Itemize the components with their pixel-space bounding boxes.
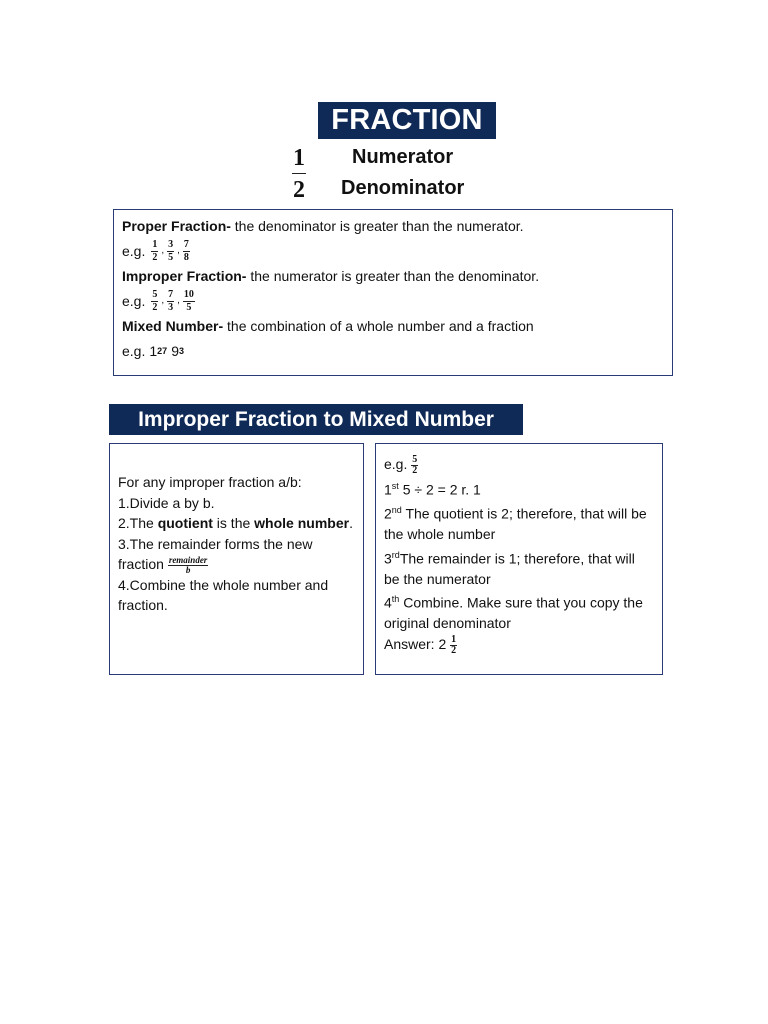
example-fraction (287, 146, 311, 202)
proper-example-fraction: $\frac{3}{5}$ (168, 238, 174, 263)
worked-answer: Answer: 2 $\frac{1}{2}$ (384, 633, 457, 656)
example-separator: , (177, 295, 180, 306)
mixed-term: Mixed Number- (122, 318, 224, 334)
worked-step-4: 4th Combine. Make sure that you copy the original denominator (384, 594, 643, 632)
example-separator: , (177, 245, 180, 256)
mixed-example: 9 3 (171, 343, 184, 359)
step-4: 4.Combine the whole number and fraction. (118, 576, 329, 614)
proper-example-fraction: $\frac{7}{8}$ (183, 238, 189, 263)
step-3-fraction: fraction $\frac{\text{remainder}}{b}$ (118, 554, 208, 575)
step-3: 3.The remainder forms the new (118, 535, 313, 552)
example-numerator: 1 (292, 146, 306, 174)
proper-example-fraction: $\frac{1}{2}$ (152, 238, 158, 263)
example-separator: , (161, 295, 165, 306)
worked-example-fraction: e.g. $\frac{5}{2}$ (384, 453, 418, 476)
numerator-label: Numerator (352, 146, 454, 168)
improper-term: Improper Fraction- (122, 268, 247, 284)
mixed-definition (122, 317, 664, 335)
proper-term: Proper Fraction- (122, 218, 231, 234)
steps-box (109, 443, 364, 675)
example-denominator: 2 (293, 177, 305, 203)
eg-label: e.g. (122, 293, 146, 309)
step-2: 2.The quotient is the whole number. (118, 515, 353, 531)
denominator-label: Denominator (341, 177, 465, 199)
mixed-example: 1 2 7 (149, 343, 168, 359)
section-title: Improper Fraction to Mixed Number (109, 404, 523, 435)
improper-example-fraction: $\frac{7}{3}$ (168, 288, 174, 313)
step-1: 1.Divide a by b. (118, 494, 215, 511)
quotient-term: quotient (157, 515, 213, 531)
worked-step-3: 3rdThe remainder is 1; therefore, that will be the numerator (384, 549, 635, 587)
worked-example-box (375, 443, 663, 675)
steps-intro: For any improper fraction a/b: (118, 474, 302, 490)
eg-label: e.g. (122, 343, 146, 359)
eg-label: e.g. (122, 243, 146, 259)
example-separator: , (161, 245, 165, 256)
mixed-text: the combination of a whole number and a fraction (223, 318, 534, 334)
improper-example-fraction: $\frac{10}{5}$ (183, 288, 194, 313)
improper-examples (122, 285, 664, 317)
proper-examples (122, 235, 664, 267)
answer-fraction: $\frac{1}{2}$ (451, 633, 457, 656)
improper-example-fraction: $\frac{5}{2}$ (152, 288, 158, 313)
page-title: FRACTION (318, 102, 496, 139)
remainder-fraction: $\frac{\text{remainder}}{b}$ (168, 554, 208, 575)
definitions-box (113, 209, 673, 376)
proper-text: the denominator is greater than the numerator. (230, 218, 524, 234)
whole-number-term: whole number (254, 515, 350, 531)
improper-text: the numerator is greater than the denominator. (246, 268, 540, 284)
mixed-examples (122, 335, 664, 367)
proper-definition (122, 217, 664, 235)
worked-step-2: 2nd The quotient is 2; therefore, that will be the whole number (384, 504, 647, 543)
worked-step-1: 1st 5 ÷ 2 = 2 r. 1 (384, 480, 481, 498)
improper-definition (122, 267, 664, 285)
